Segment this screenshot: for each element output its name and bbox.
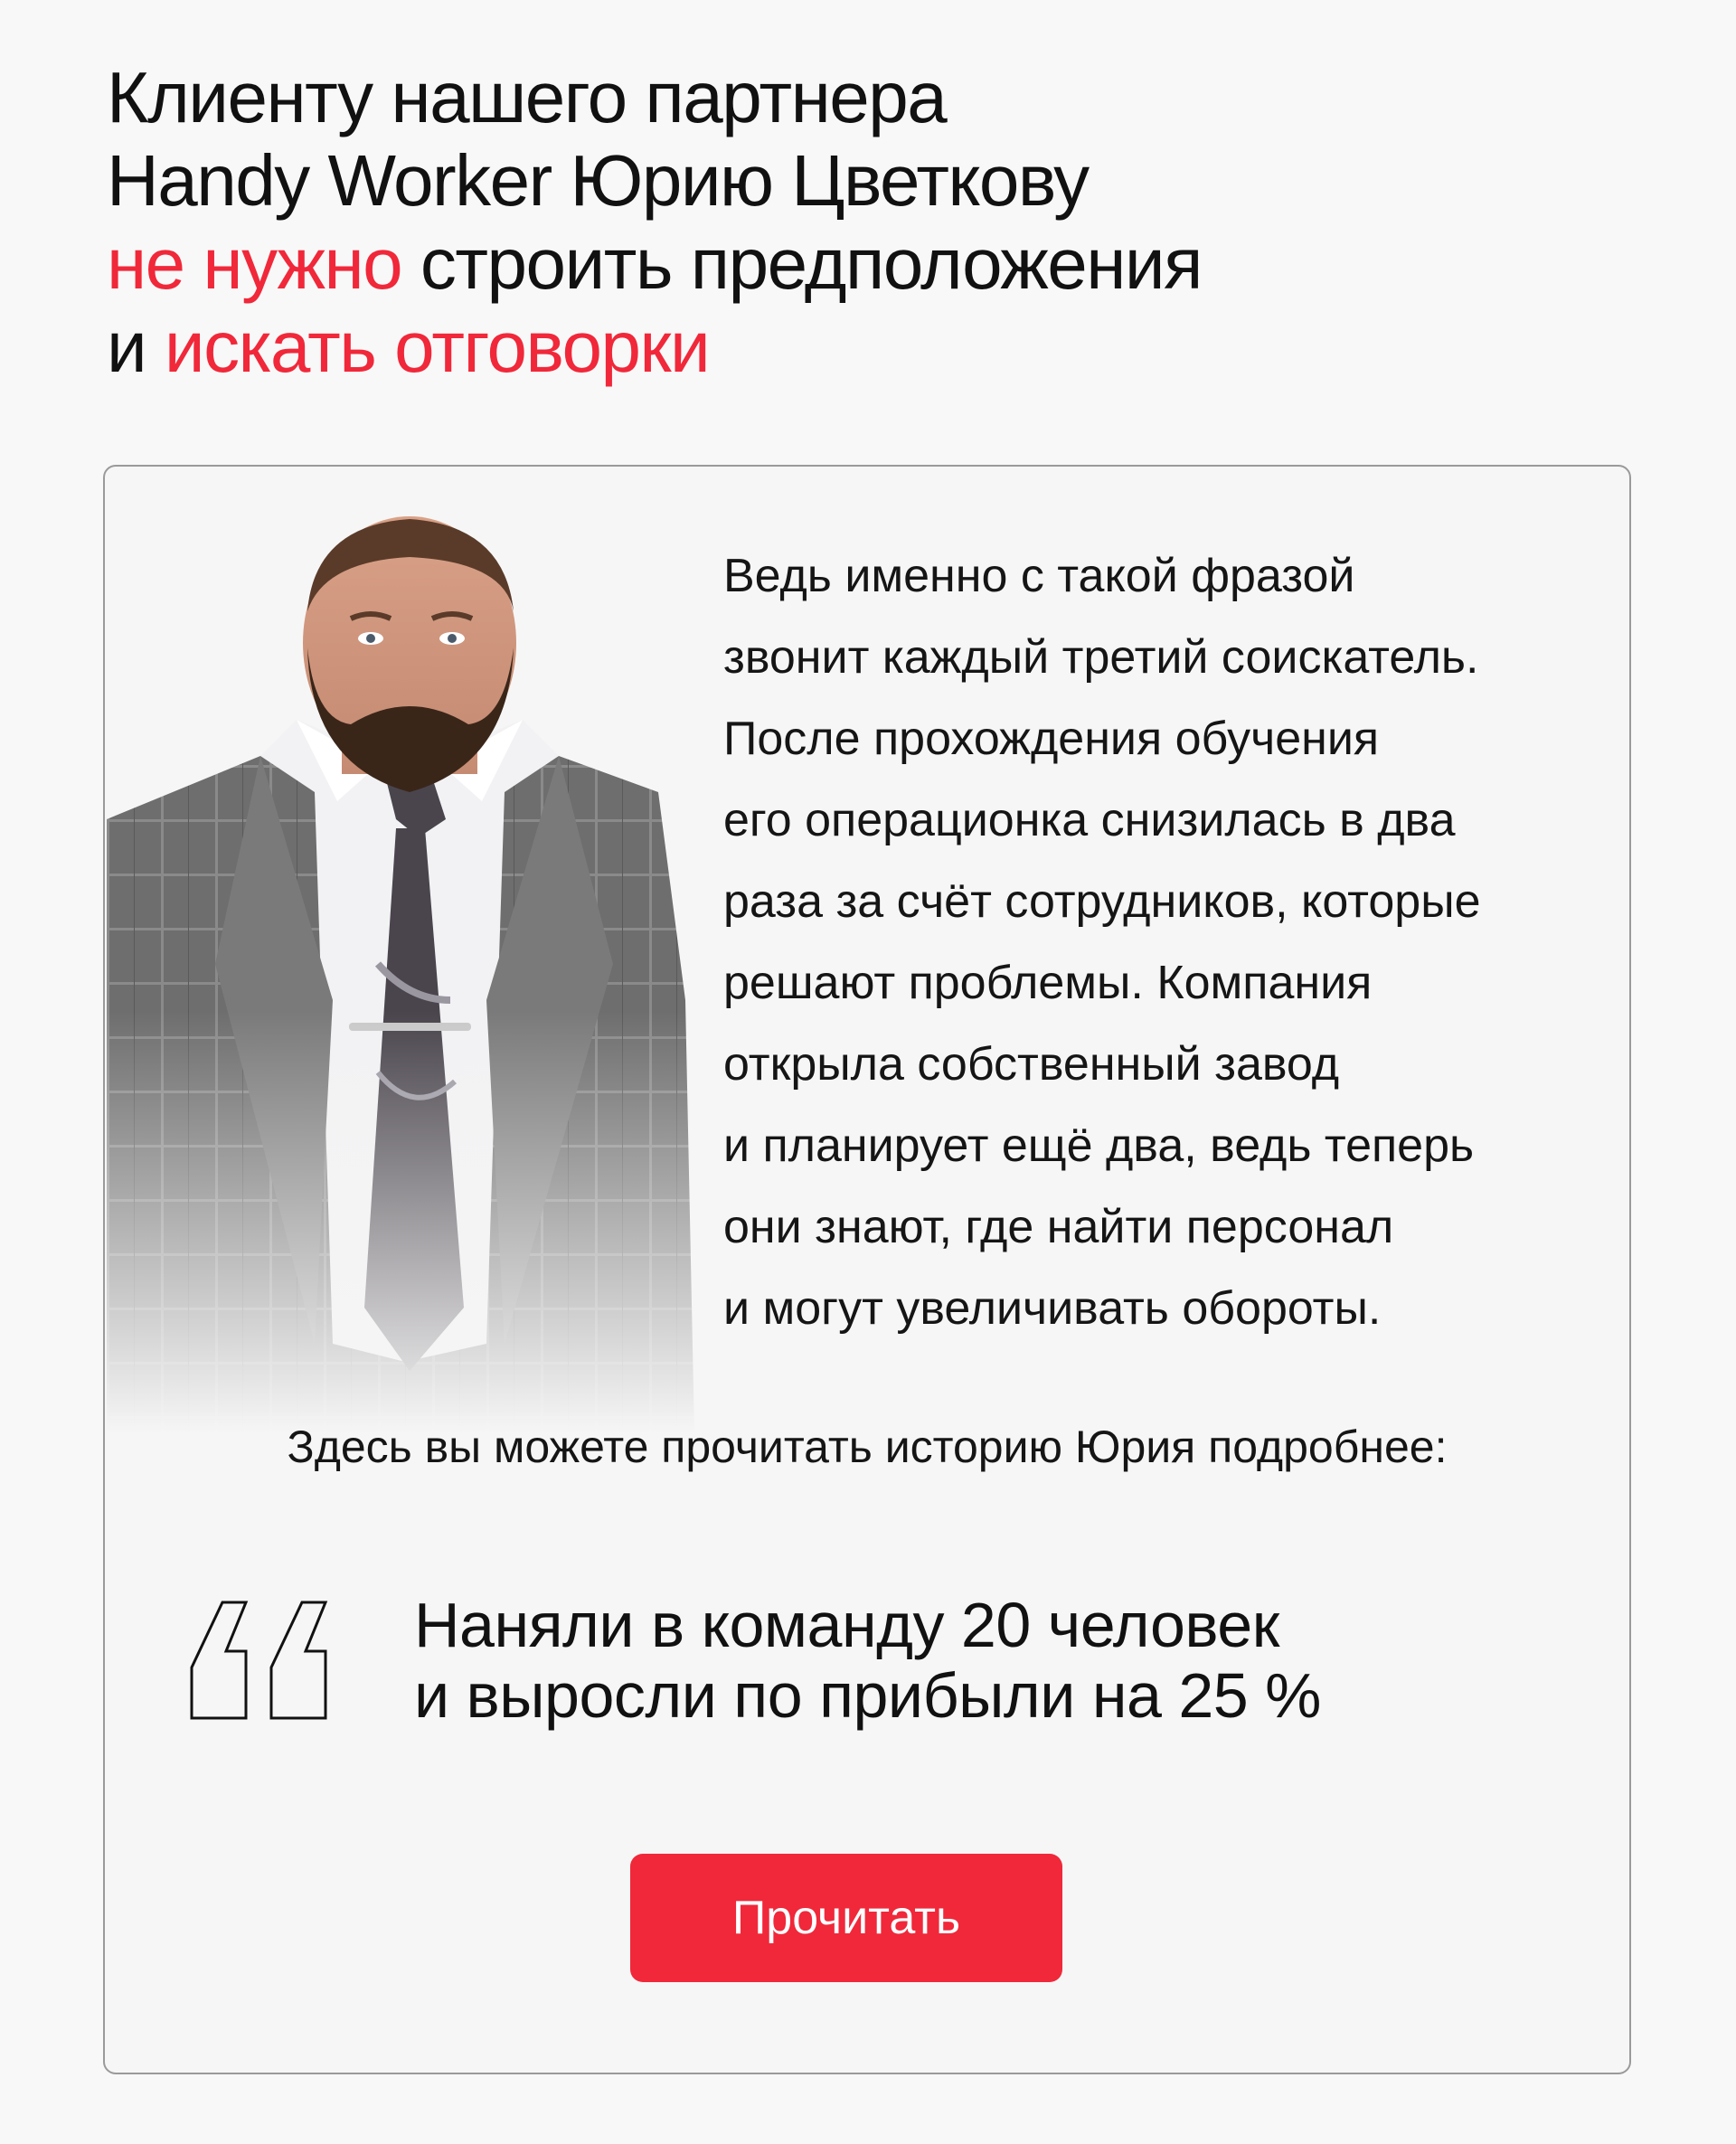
title-line-4-start: и [107,307,165,387]
title-line-1: Клиенту нашего партнера [107,57,947,137]
title-line-3 [107,222,1644,306]
person-photo [107,494,703,1434]
title-accent-1: не нужно [107,223,402,304]
title-line-3-rest: строить предположения [401,223,1202,304]
title-line-2: Handy Worker Юрию Цветкову [107,140,1089,221]
case-card [103,465,1631,2074]
result-quote: Наняли в команду 20 человек и выросли по прибыли на 25 % [414,1590,1321,1731]
read-more-prompt: Здесь вы можете прочитать историю Юрия подробнее: [287,1421,1448,1472]
quote-mark-icon [186,1597,340,1724]
title-line-4 [107,306,1644,389]
read-button[interactable]: Прочитать [630,1854,1062,1982]
title-accent-2: искать отговорки [164,307,710,387]
story-text: Ведь именно с такой фразой звонит каждый третий соискатель. После прохождения обучения его операционка снизилась в два раза за счёт сотрудников, которые решают проблемы. Компания открыла собственный завод и планирует ещё два, ведь теперь они знают, где найти персонал и могут увеличивать обороты. [723,550,1481,1335]
page-title [107,56,1644,389]
